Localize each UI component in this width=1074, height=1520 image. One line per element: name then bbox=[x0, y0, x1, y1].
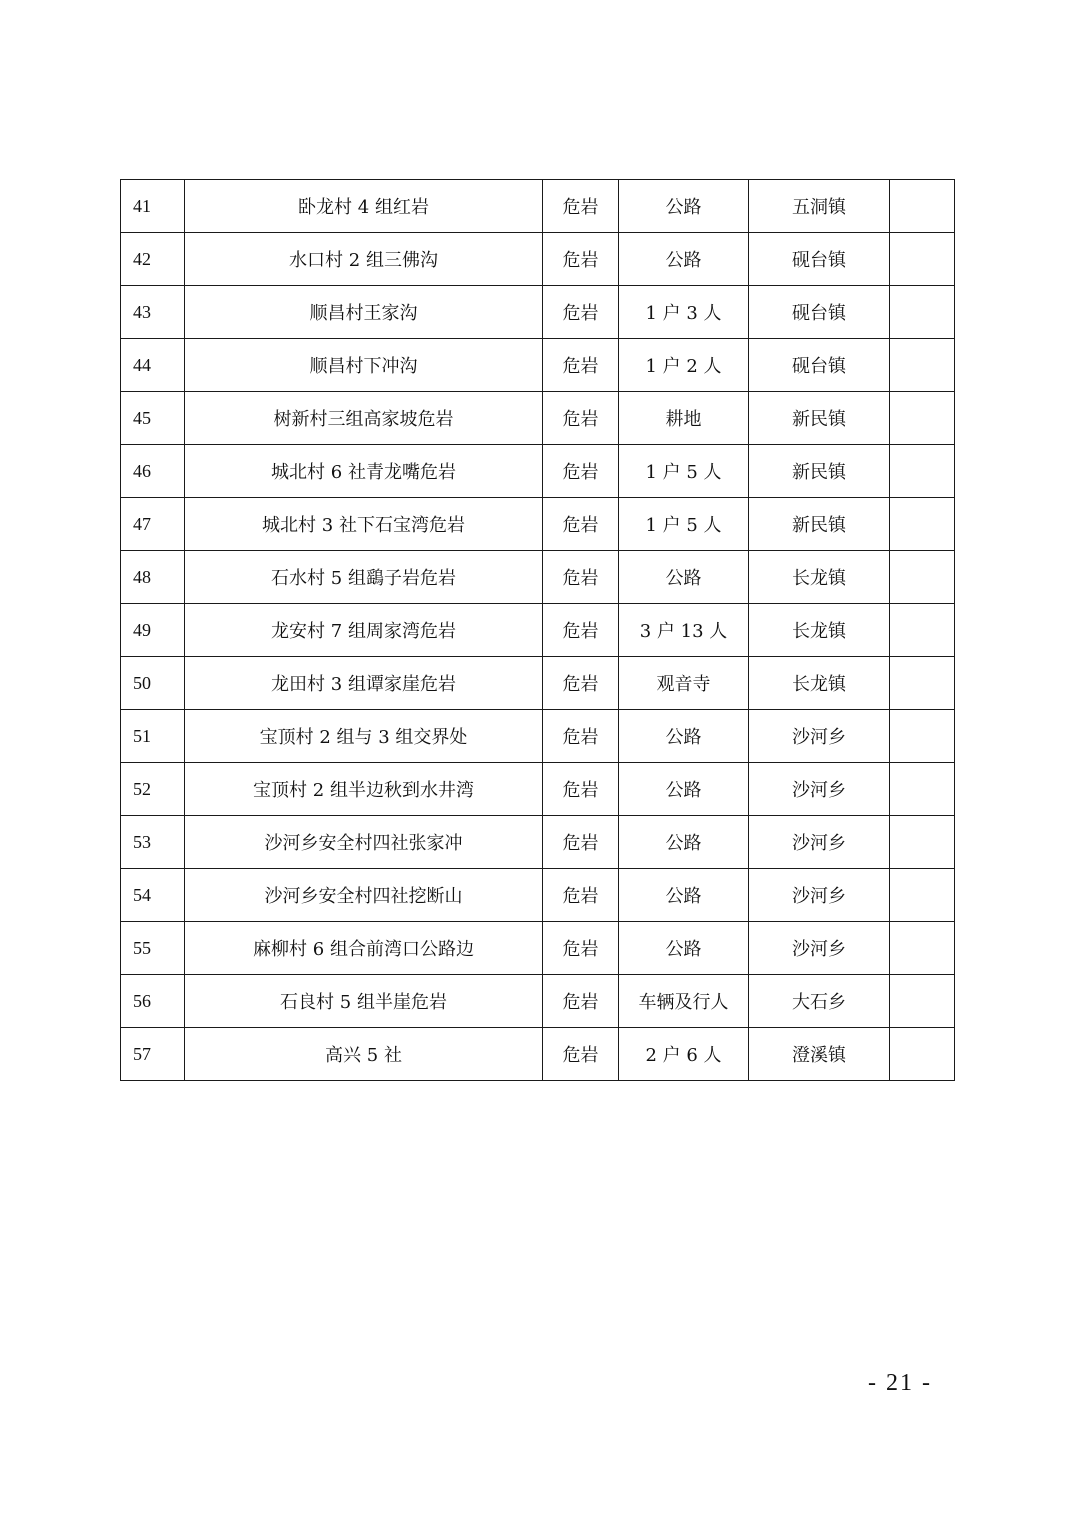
cell-number: 52 bbox=[121, 763, 185, 816]
cell-number: 57 bbox=[121, 1028, 185, 1081]
table-row bbox=[121, 392, 955, 445]
cell-remark bbox=[890, 975, 955, 1028]
cell-remark bbox=[890, 869, 955, 922]
cell-remark bbox=[890, 180, 955, 233]
table-row bbox=[121, 763, 955, 816]
cell-hazard-type: 危岩 bbox=[543, 1028, 619, 1081]
table-row bbox=[121, 233, 955, 286]
cell-town: 沙河乡 bbox=[749, 816, 890, 869]
cell-remark bbox=[890, 763, 955, 816]
table-row bbox=[121, 498, 955, 551]
cell-town: 长龙镇 bbox=[749, 604, 890, 657]
table-body bbox=[121, 180, 955, 1081]
cell-hazard-type: 危岩 bbox=[543, 233, 619, 286]
cell-threat-object: 公路 bbox=[619, 763, 749, 816]
table-row bbox=[121, 869, 955, 922]
table-row bbox=[121, 657, 955, 710]
cell-town: 新民镇 bbox=[749, 445, 890, 498]
cell-location: 城北村 3 社下石宝湾危岩 bbox=[185, 498, 543, 551]
cell-location: 水口村 2 组三佛沟 bbox=[185, 233, 543, 286]
cell-town: 砚台镇 bbox=[749, 286, 890, 339]
cell-hazard-type: 危岩 bbox=[543, 710, 619, 763]
cell-location: 龙田村 3 组谭家崖危岩 bbox=[185, 657, 543, 710]
cell-hazard-type: 危岩 bbox=[543, 869, 619, 922]
cell-remark bbox=[890, 604, 955, 657]
cell-hazard-type: 危岩 bbox=[543, 816, 619, 869]
cell-number: 41 bbox=[121, 180, 185, 233]
cell-location: 顺昌村王家沟 bbox=[185, 286, 543, 339]
table-row bbox=[121, 816, 955, 869]
cell-town: 长龙镇 bbox=[749, 551, 890, 604]
cell-town: 大石乡 bbox=[749, 975, 890, 1028]
cell-threat-object: 公路 bbox=[619, 180, 749, 233]
table-row bbox=[121, 710, 955, 763]
cell-town: 澄溪镇 bbox=[749, 1028, 890, 1081]
cell-location: 卧龙村 4 组红岩 bbox=[185, 180, 543, 233]
cell-remark bbox=[890, 551, 955, 604]
table-row bbox=[121, 339, 955, 392]
cell-town: 新民镇 bbox=[749, 498, 890, 551]
cell-hazard-type: 危岩 bbox=[543, 286, 619, 339]
cell-threat-object: 3 户 13 人 bbox=[619, 604, 749, 657]
cell-town: 沙河乡 bbox=[749, 763, 890, 816]
cell-remark bbox=[890, 392, 955, 445]
cell-number: 54 bbox=[121, 869, 185, 922]
table-row bbox=[121, 604, 955, 657]
table-row bbox=[121, 922, 955, 975]
cell-location: 城北村 6 社青龙嘴危岩 bbox=[185, 445, 543, 498]
cell-number: 44 bbox=[121, 339, 185, 392]
cell-town: 长龙镇 bbox=[749, 657, 890, 710]
cell-remark bbox=[890, 445, 955, 498]
cell-hazard-type: 危岩 bbox=[543, 604, 619, 657]
cell-location: 石良村 5 组半崖危岩 bbox=[185, 975, 543, 1028]
cell-number: 50 bbox=[121, 657, 185, 710]
cell-hazard-type: 危岩 bbox=[543, 339, 619, 392]
cell-remark bbox=[890, 816, 955, 869]
cell-threat-object: 耕地 bbox=[619, 392, 749, 445]
cell-town: 沙河乡 bbox=[749, 710, 890, 763]
cell-remark bbox=[890, 339, 955, 392]
cell-location: 龙安村 7 组周家湾危岩 bbox=[185, 604, 543, 657]
cell-threat-object: 观音寺 bbox=[619, 657, 749, 710]
cell-number: 53 bbox=[121, 816, 185, 869]
cell-town: 沙河乡 bbox=[749, 869, 890, 922]
cell-number: 56 bbox=[121, 975, 185, 1028]
cell-number: 47 bbox=[121, 498, 185, 551]
cell-hazard-type: 危岩 bbox=[543, 498, 619, 551]
cell-threat-object: 公路 bbox=[619, 233, 749, 286]
table-row bbox=[121, 975, 955, 1028]
cell-hazard-type: 危岩 bbox=[543, 445, 619, 498]
cell-threat-object: 1 户 5 人 bbox=[619, 498, 749, 551]
cell-number: 49 bbox=[121, 604, 185, 657]
table-row bbox=[121, 286, 955, 339]
cell-location: 树新村三组高家坡危岩 bbox=[185, 392, 543, 445]
cell-number: 51 bbox=[121, 710, 185, 763]
cell-threat-object: 公路 bbox=[619, 922, 749, 975]
cell-location: 高兴 5 社 bbox=[185, 1028, 543, 1081]
cell-threat-object: 2 户 6 人 bbox=[619, 1028, 749, 1081]
table-row bbox=[121, 1028, 955, 1081]
cell-hazard-type: 危岩 bbox=[543, 392, 619, 445]
hazard-table bbox=[120, 179, 955, 1081]
cell-number: 48 bbox=[121, 551, 185, 604]
cell-threat-object: 车辆及行人 bbox=[619, 975, 749, 1028]
cell-remark bbox=[890, 1028, 955, 1081]
cell-hazard-type: 危岩 bbox=[543, 551, 619, 604]
cell-location: 麻柳村 6 组合前湾口公路边 bbox=[185, 922, 543, 975]
cell-location: 沙河乡安全村四社挖断山 bbox=[185, 869, 543, 922]
cell-number: 42 bbox=[121, 233, 185, 286]
cell-town: 新民镇 bbox=[749, 392, 890, 445]
cell-remark bbox=[890, 710, 955, 763]
cell-remark bbox=[890, 498, 955, 551]
cell-number: 46 bbox=[121, 445, 185, 498]
cell-hazard-type: 危岩 bbox=[543, 922, 619, 975]
cell-location: 沙河乡安全村四社张家冲 bbox=[185, 816, 543, 869]
page-number: - 21 - bbox=[868, 1370, 932, 1396]
cell-number: 45 bbox=[121, 392, 185, 445]
cell-number: 43 bbox=[121, 286, 185, 339]
hazard-table-container bbox=[120, 179, 954, 1081]
cell-remark bbox=[890, 657, 955, 710]
cell-threat-object: 1 户 2 人 bbox=[619, 339, 749, 392]
cell-town: 五洞镇 bbox=[749, 180, 890, 233]
table-row bbox=[121, 551, 955, 604]
cell-location: 宝顶村 2 组半边秋到水井湾 bbox=[185, 763, 543, 816]
cell-location: 石水村 5 组鷂子岩危岩 bbox=[185, 551, 543, 604]
cell-town: 沙河乡 bbox=[749, 922, 890, 975]
cell-threat-object: 1 户 3 人 bbox=[619, 286, 749, 339]
cell-location: 顺昌村下冲沟 bbox=[185, 339, 543, 392]
cell-threat-object: 公路 bbox=[619, 710, 749, 763]
cell-threat-object: 公路 bbox=[619, 869, 749, 922]
cell-location: 宝顶村 2 组与 3 组交界处 bbox=[185, 710, 543, 763]
cell-threat-object: 公路 bbox=[619, 551, 749, 604]
table-row bbox=[121, 180, 955, 233]
cell-town: 砚台镇 bbox=[749, 233, 890, 286]
cell-town: 砚台镇 bbox=[749, 339, 890, 392]
cell-threat-object: 1 户 5 人 bbox=[619, 445, 749, 498]
table-row bbox=[121, 445, 955, 498]
cell-remark bbox=[890, 233, 955, 286]
cell-threat-object: 公路 bbox=[619, 816, 749, 869]
cell-remark bbox=[890, 286, 955, 339]
cell-hazard-type: 危岩 bbox=[543, 975, 619, 1028]
cell-number: 55 bbox=[121, 922, 185, 975]
cell-hazard-type: 危岩 bbox=[543, 180, 619, 233]
cell-remark bbox=[890, 922, 955, 975]
cell-hazard-type: 危岩 bbox=[543, 657, 619, 710]
cell-hazard-type: 危岩 bbox=[543, 763, 619, 816]
